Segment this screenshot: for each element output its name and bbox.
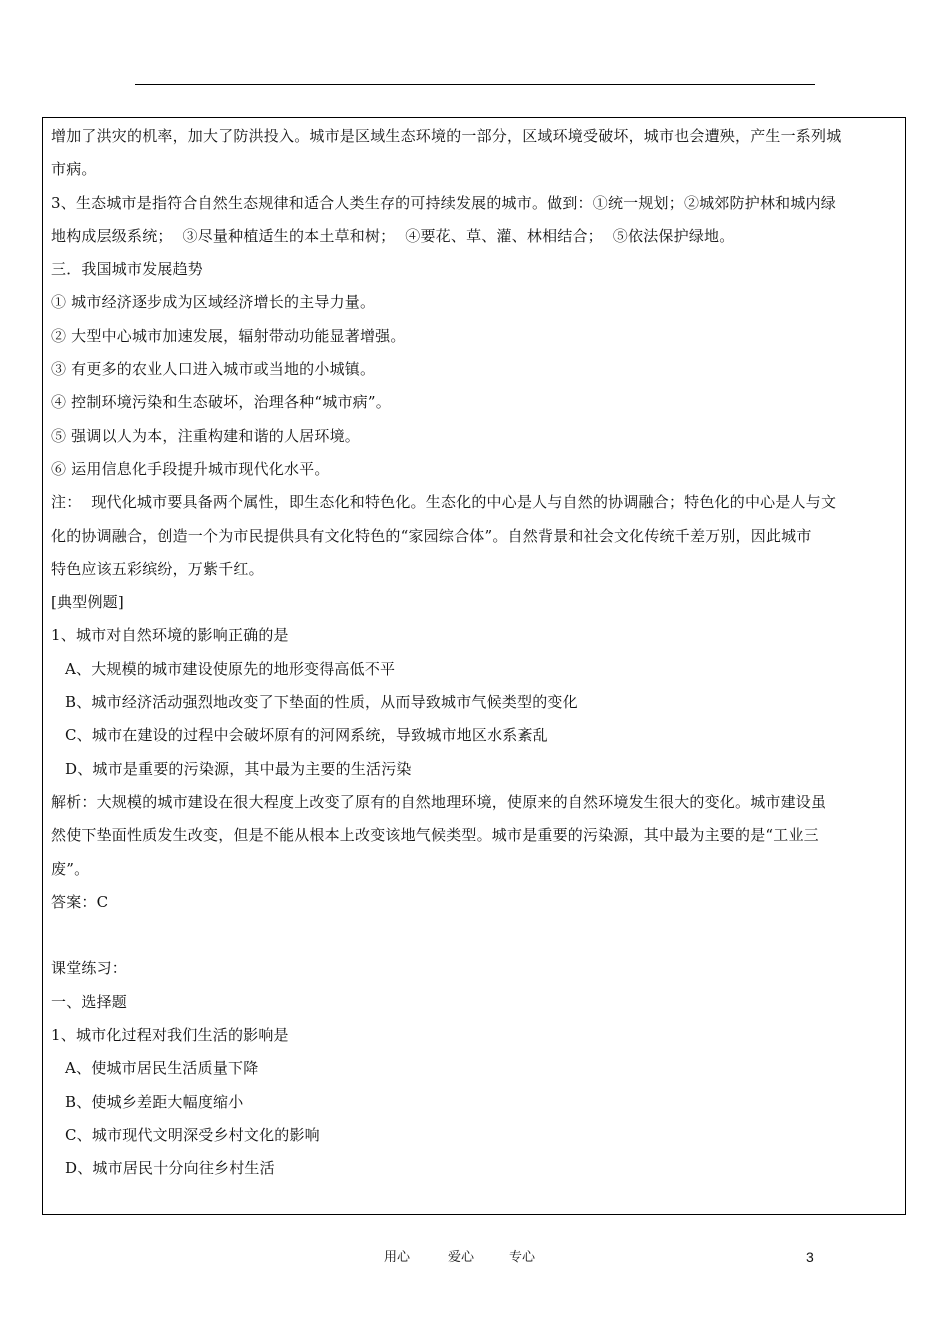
option: C、城市在建设的过程中会破坏原有的河网系统，导致城市地区水系紊乱: [65, 726, 548, 745]
section-heading: 一、选择题: [51, 992, 128, 1011]
option: A、使城市居民生活质量下降: [65, 1059, 259, 1078]
question: 1、城市化过程对我们生活的影响是: [51, 1026, 289, 1045]
footer-text-middle: 爱心: [448, 1250, 475, 1265]
page-number: 3: [806, 1249, 814, 1265]
list-item: ⑤ 强调以人为本，注重构建和谐的人居环境。: [51, 426, 360, 445]
text-line: 3、生态城市是指符合自然生态规律和适合人类生存的可持续发展的城市。做到：①统一规划；②城郊防护林和城内绿: [51, 193, 836, 212]
list-item: ② 大型中心城市加速发展，辐射带动功能显著增强。: [51, 326, 406, 345]
footer-text-left: 用心: [384, 1250, 411, 1265]
note-line: 特色应该五彩缤纷，万紫千红。: [51, 559, 264, 578]
section-heading: 三．我国城市发展趋势: [51, 260, 204, 279]
answer: 答案：C: [51, 892, 109, 911]
header-rule: [135, 84, 815, 85]
text-line: 增加了洪灾的机率，加大了防洪投入。城市是区域生态环境的一部分，区域环境受破坏，城市也会遭殃，产生一系列城: [51, 127, 842, 145]
note-line: 化的协调融合，创造一个为市民提供具有文化特色的“家园综合体”。自然背景和社会文化传统千差万别，因此城市: [51, 526, 812, 545]
option: A、大规模的城市建设使原先的地形变得高低不平: [65, 659, 396, 678]
list-item: ③ 有更多的农业人口进入城市或当地的小城镇。: [51, 360, 376, 379]
blank-line: [51, 919, 901, 952]
analysis-line: 然使下垫面性质发生改变，但是不能从根本上改变该地气候类型。城市是重要的污染源，其中最为主要的是“工业三: [51, 826, 819, 845]
option: D、城市居民十分向往乡村生活: [65, 1159, 275, 1178]
analysis-line: 废”。: [51, 859, 90, 878]
text-line: 地构成层级系统； ③尽量种植适生的本土草和树； ④要花、草、灌、林相结合； ⑤依法保护绿地。: [51, 226, 735, 245]
question: 1、城市对自然环境的影响正确的是: [51, 626, 289, 645]
note-line: 注： 现代化城市要具备两个属性，即生态化和特色化。生态化的中心是人与自然的协调融合；特色化的中心是人与文: [51, 493, 837, 512]
section-heading: 课堂练习：: [51, 959, 128, 978]
option: B、使城乡差距大幅度缩小: [65, 1092, 244, 1111]
document-body: [51, 120, 901, 1186]
option: B、城市经济活动强烈地改变了下垫面的性质，从而导致城市气候类型的变化: [65, 693, 578, 712]
option: D、城市是重要的污染源，其中最为主要的生活污染: [65, 759, 412, 778]
footer-text-right: 专心: [509, 1250, 536, 1265]
analysis-line: 解析：大规模的城市建设在很大程度上改变了原有的自然地理环境，使原来的自然环境发生很大的变化。城市建设虽: [51, 792, 827, 811]
list-item: ⑥ 运用信息化手段提升城市现代化水平。: [51, 459, 330, 478]
option: C、城市现代文明深受乡村文化的影响: [65, 1125, 320, 1144]
list-item: ④ 控制环境污染和生态破坏，治理各种“城市病”。: [51, 393, 391, 412]
section-heading: [典型例题]: [51, 593, 124, 612]
text-line: 市病。: [51, 160, 97, 179]
list-item: ① 城市经济逐步成为区域经济增长的主导力量。: [51, 293, 376, 312]
